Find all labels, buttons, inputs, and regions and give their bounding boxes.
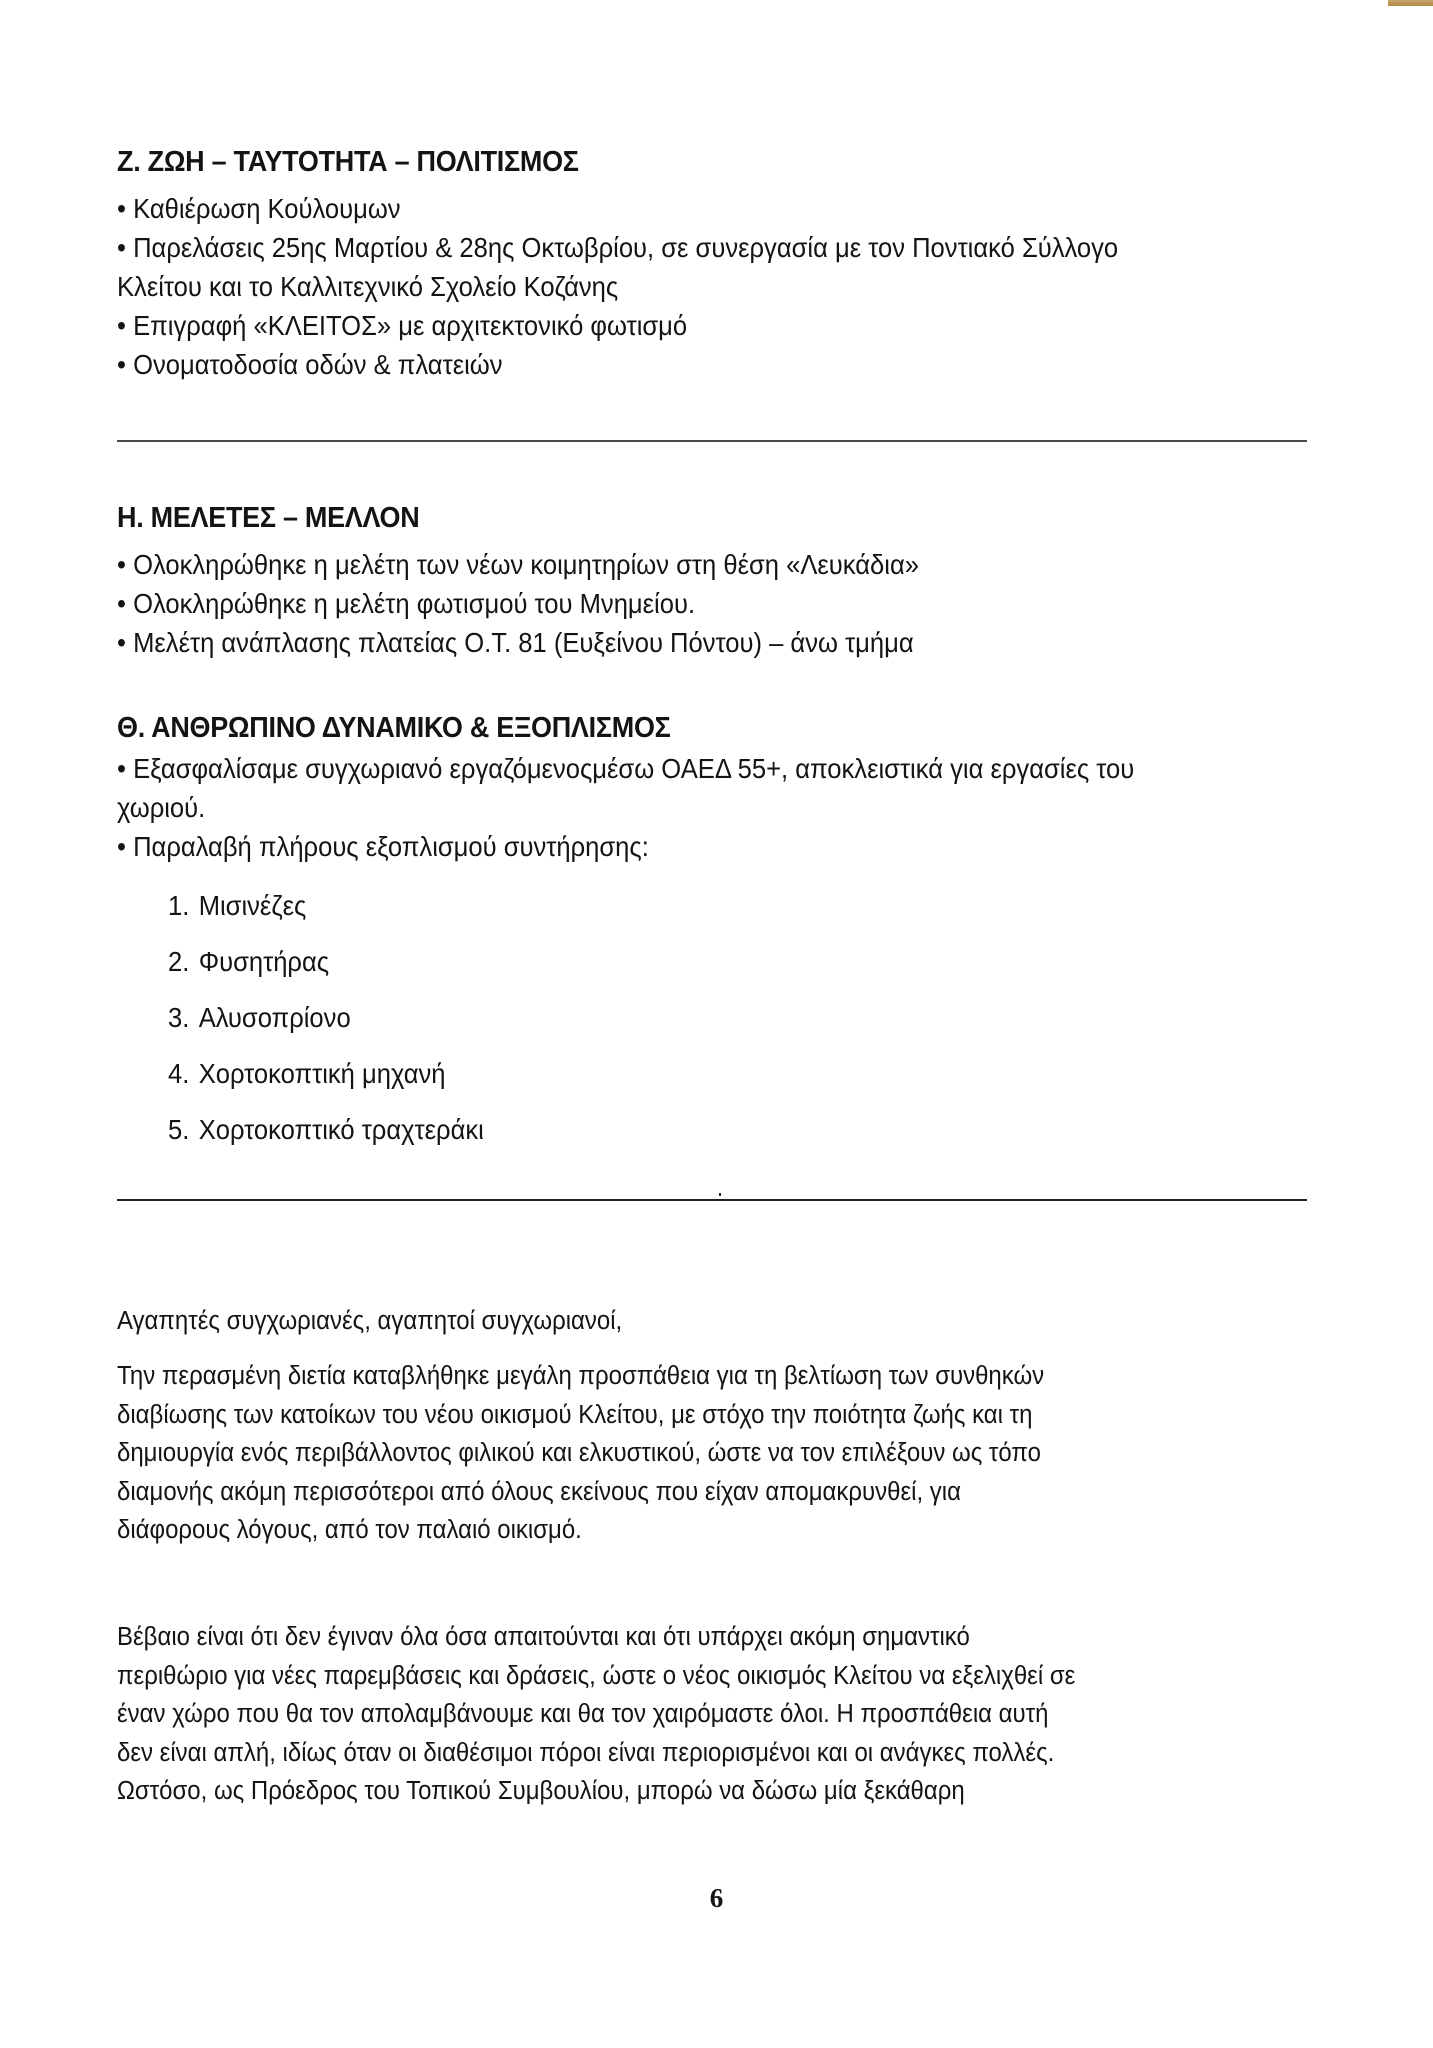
equipment-item [168,934,484,990]
bullet-item: • Παραλαβή πλήρους εξοπλισμού συντήρησης: [117,827,1233,866]
equipment-item [168,1102,484,1158]
letter-paragraph-1 [117,1357,1283,1550]
equipment-list [168,878,484,1158]
bullet-item: • Ονοματοδοσία οδών & πλατειών [117,345,1233,384]
item-number: 5. [168,1114,190,1145]
item-number: 2. [168,946,190,977]
item-label: Χορτοκοπτικό τραχτεράκι [198,1114,484,1145]
bullet-item: • Καθιέρωση Κούλουμων [117,189,1233,228]
paragraph-line: Την περασμένη διετία καταβλήθηκε μεγάλη προσπάθεια για τη βελτίωση των συνθηκών [117,1362,1045,1390]
section-z-bullets [117,189,1233,384]
section-title-life-identity-culture: Ζ. ΖΩΗ – ΤΑΥΤΟΤΗΤΑ – ΠΟΛΙΤΙΣΜΟΣ [117,146,579,178]
section-h-bullets [117,545,1233,662]
item-label: Χορτοκοπτική μηχανή [198,1058,446,1089]
section-divider [117,440,1307,442]
item-number: 4. [168,1058,190,1089]
bullet-item: • Μελέτη ανάπλασης πλατείας Ο.Τ. 81 (Ευξείνου Πόντου) – άνω τμήμα [117,623,1233,662]
paragraph-line: διάφορους λόγους, από τον παλαιό οικισμό. [117,1516,582,1544]
bullet-item: • Επιγραφή «ΚΛΕΙΤΟΣ» με αρχιτεκτονικό φωτισμό [117,306,1233,345]
item-number: 1. [168,890,190,921]
section-title-human-resources-equipment: Θ. ΑΝΘΡΩΠΙΝΟ ΔΥΝΑΜΙΚΟ & ΕΞΟΠΛΙΣΜΟΣ [117,712,671,744]
paragraph-line: Ωστόσο, ως Πρόεδρος του Τοπικού Συμβουλίου, μπορώ να δώσω μία ξεκάθαρη [117,1777,965,1805]
section-divider [117,1199,1307,1201]
equipment-item [168,878,484,934]
equipment-item [168,990,484,1046]
paragraph-line: έναν χώρο που θα τον απολαμβάνουμε και θα τον χαιρόμαστε όλοι. Η προσπάθεια αυτή [117,1700,1049,1728]
letter-paragraph-2 [117,1618,1283,1811]
scan-edge-mark [1388,0,1433,6]
scan-speck [719,1193,721,1196]
item-label: Φυσητήρας [198,946,330,977]
paragraph-line: δεν είναι απλή, ιδίως όταν οι διαθέσιμοι πόροι είναι περιορισμένοι και οι ανάγκες πολλές. [117,1738,1055,1767]
equipment-item [168,1046,484,1102]
paragraph-line: δημιουργία ενός περιβάλλοντος φιλικού και ελκυστικού, ώστε να τον επιλέξουν ως τόπο [117,1439,1041,1467]
bullet-item: • Εξασφαλίσαμε συγχωριανό εργαζόμενοςμέσω ΟΑΕΔ 55+, αποκλειστικά για εργασίες του [117,749,1233,788]
item-number: 3. [168,1002,190,1033]
item-label: Αλυσοπρίονο [198,1002,351,1033]
bullet-item: • Ολοκληρώθηκε η μελέτη των νέων κοιμητηρίων στη θέση «Λευκάδια» [117,545,1233,584]
bullet-item: • Ολοκληρώθηκε η μελέτη φωτισμού του Μνημείου. [117,584,1233,623]
section-theta-bullets [117,749,1233,866]
bullet-item-continuation: χωριού. [117,792,206,823]
paragraph-line: διαμονής ακόμη περισσότεροι από όλους εκείνους που είχαν απομακρυνθεί, για [117,1477,961,1506]
bullet-item: • Παρελάσεις 25ης Μαρτίου & 28ης Οκτωβρίου, σε συνεργασία με τον Ποντιακό Σύλλογο [117,228,1233,267]
item-label: Μισινέζες [198,890,307,921]
letter-greeting: Αγαπητές συγχωριανές, αγαπητοί συγχωριανοί, [117,1307,623,1335]
page-number: 6 [709,1883,724,1913]
section-title-studies-future: Η. ΜΕΛΕΤΕΣ – ΜΕΛΛΟΝ [117,502,420,534]
paragraph-line: διαβίωσης των κατοίκων του νέου οικισμού Κλείτου, με στόχο την ποιότητα ζωής και τη [117,1400,1033,1429]
bullet-item-continuation: Κλείτου και το Καλλιτεχνικό Σχολείο Κοζάνης [117,271,619,302]
paragraph-line: Βέβαιο είναι ότι δεν έγιναν όλα όσα απαιτούνται και ότι υπάρχει ακόμη σημαντικό [117,1623,970,1651]
paragraph-line: περιθώριο για νέες παρεμβάσεις και δράσεις, ώστε ο νέος οικισμός Κλείτου να εξελιχθεί σε [117,1661,1076,1690]
